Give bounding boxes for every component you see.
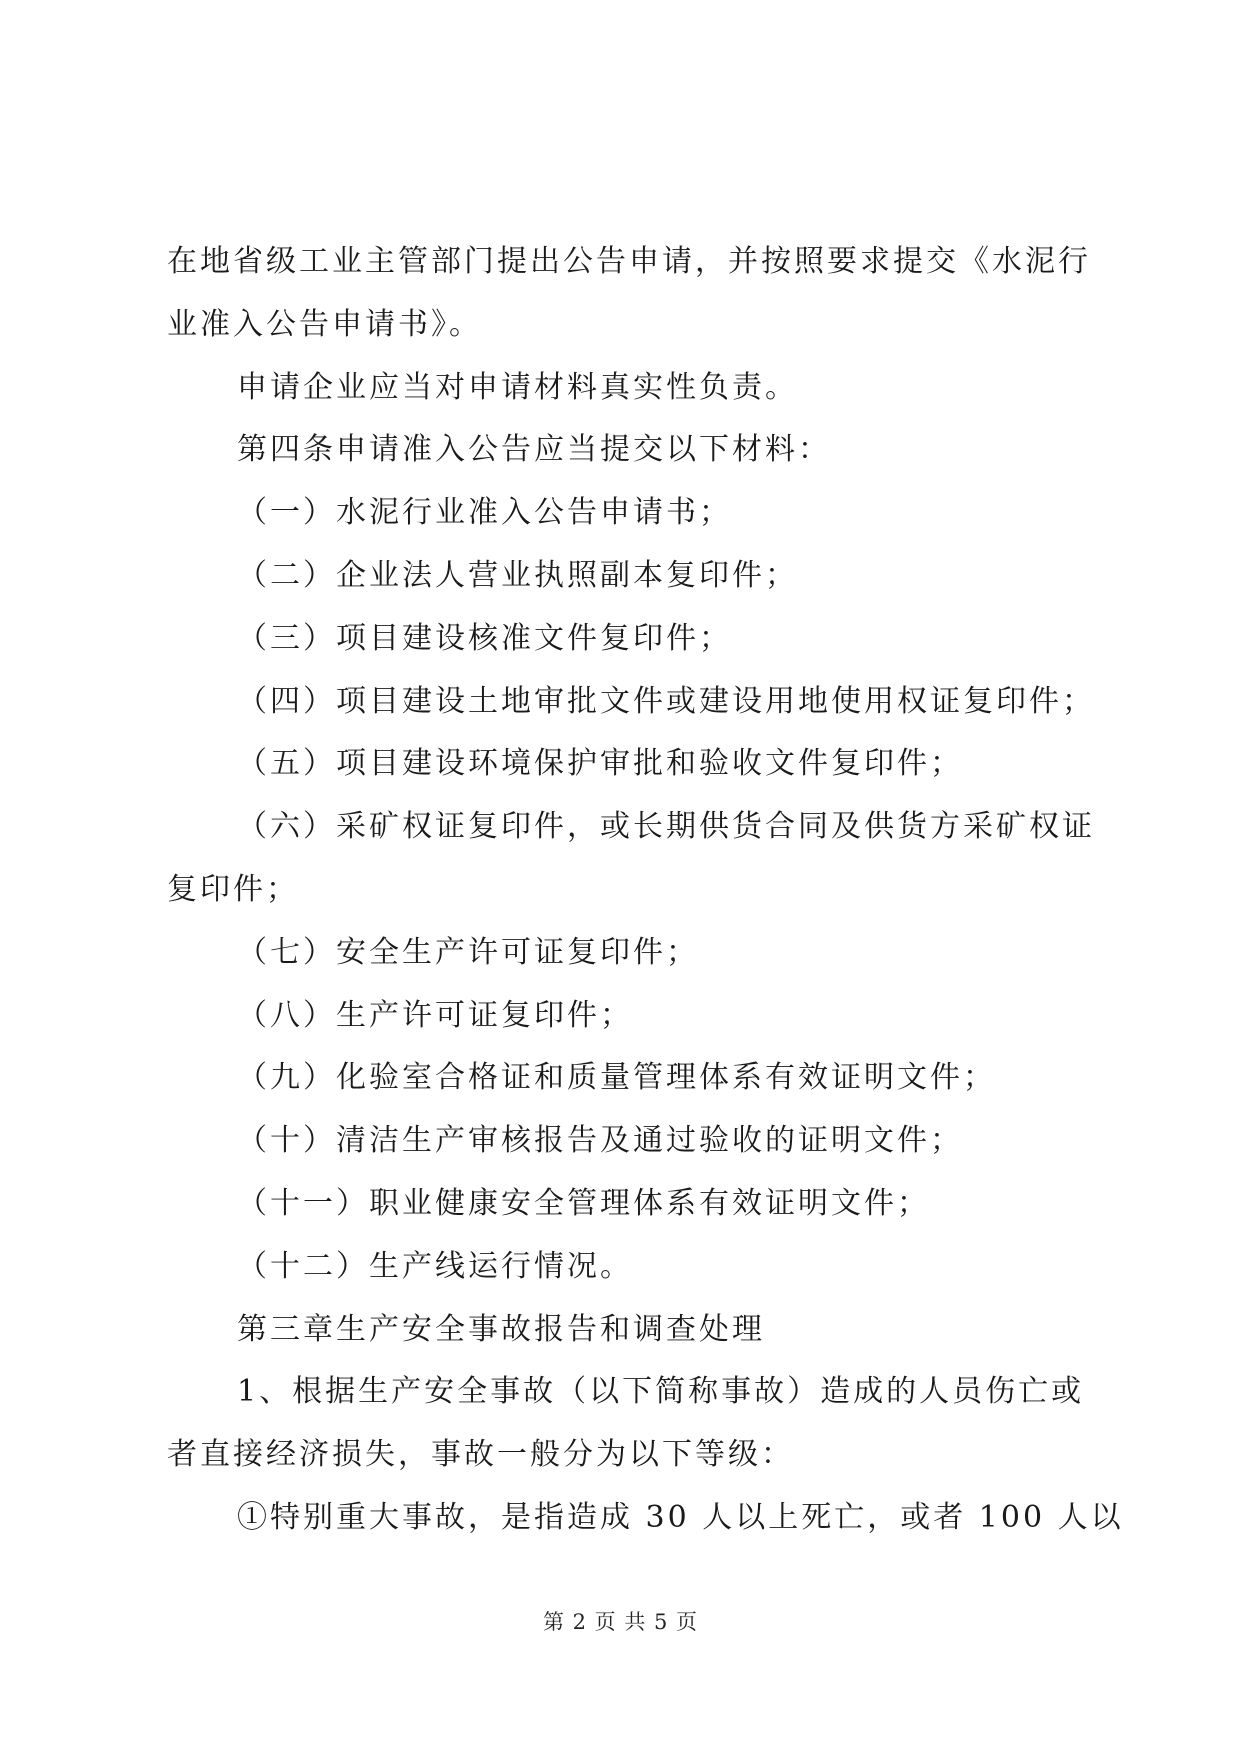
list-item: （七）安全生产许可证复印件； <box>237 934 699 970</box>
body-line: 者直接经济损失，事故一般分为以下等级： <box>167 1437 794 1473</box>
list-item: （五）项目建设环境保护审批和验收文件复印件； <box>237 746 963 782</box>
list-item: （六）采矿权证复印件，或长期供货合同及供货方采矿权证 <box>237 809 1095 845</box>
list-item: （三）项目建设核准文件复印件； <box>237 620 732 656</box>
page-number-footer: 第 2 页 共 5 页 <box>542 1610 699 1634</box>
list-item: （一）水泥行业准入公告申请书； <box>237 495 732 531</box>
list-item: （二）企业法人营业执照副本复印件； <box>237 557 798 593</box>
list-item: （十二）生产线运行情况。 <box>237 1248 633 1284</box>
list-item-continuation: 复印件； <box>167 871 299 907</box>
article-heading: 第四条申请准入公告应当提交以下材料： <box>237 432 831 468</box>
list-item: （十一）职业健康安全管理体系有效证明文件； <box>237 1185 930 1221</box>
body-line: 在地省级工业主管部门提出公告申请，并按照要求提交《水泥行 <box>167 244 1091 279</box>
body-line: 申请企业应当对申请材料真实性负责。 <box>237 369 798 405</box>
document-body <box>167 231 1124 1550</box>
body-line: 1、根据生产安全事故（以下简称事故）造成的人员伤亡或 <box>237 1374 1085 1410</box>
list-item: （四）项目建设土地审批文件或建设用地使用权证复印件； <box>237 683 1095 719</box>
body-line: 业准入公告申请书》。 <box>167 306 482 342</box>
body-line: ①特别重大事故，是指造成 30 人以上死亡，或者 100 人以 <box>237 1499 1124 1535</box>
list-item: （十）清洁生产审核报告及通过验收的证明文件； <box>237 1123 963 1159</box>
list-item: （九）化验室合格证和质量管理体系有效证明文件； <box>237 1060 996 1096</box>
chapter-heading: 第三章生产安全事故报告和调查处理 <box>237 1311 765 1347</box>
list-item: （八）生产许可证复印件； <box>237 997 633 1033</box>
